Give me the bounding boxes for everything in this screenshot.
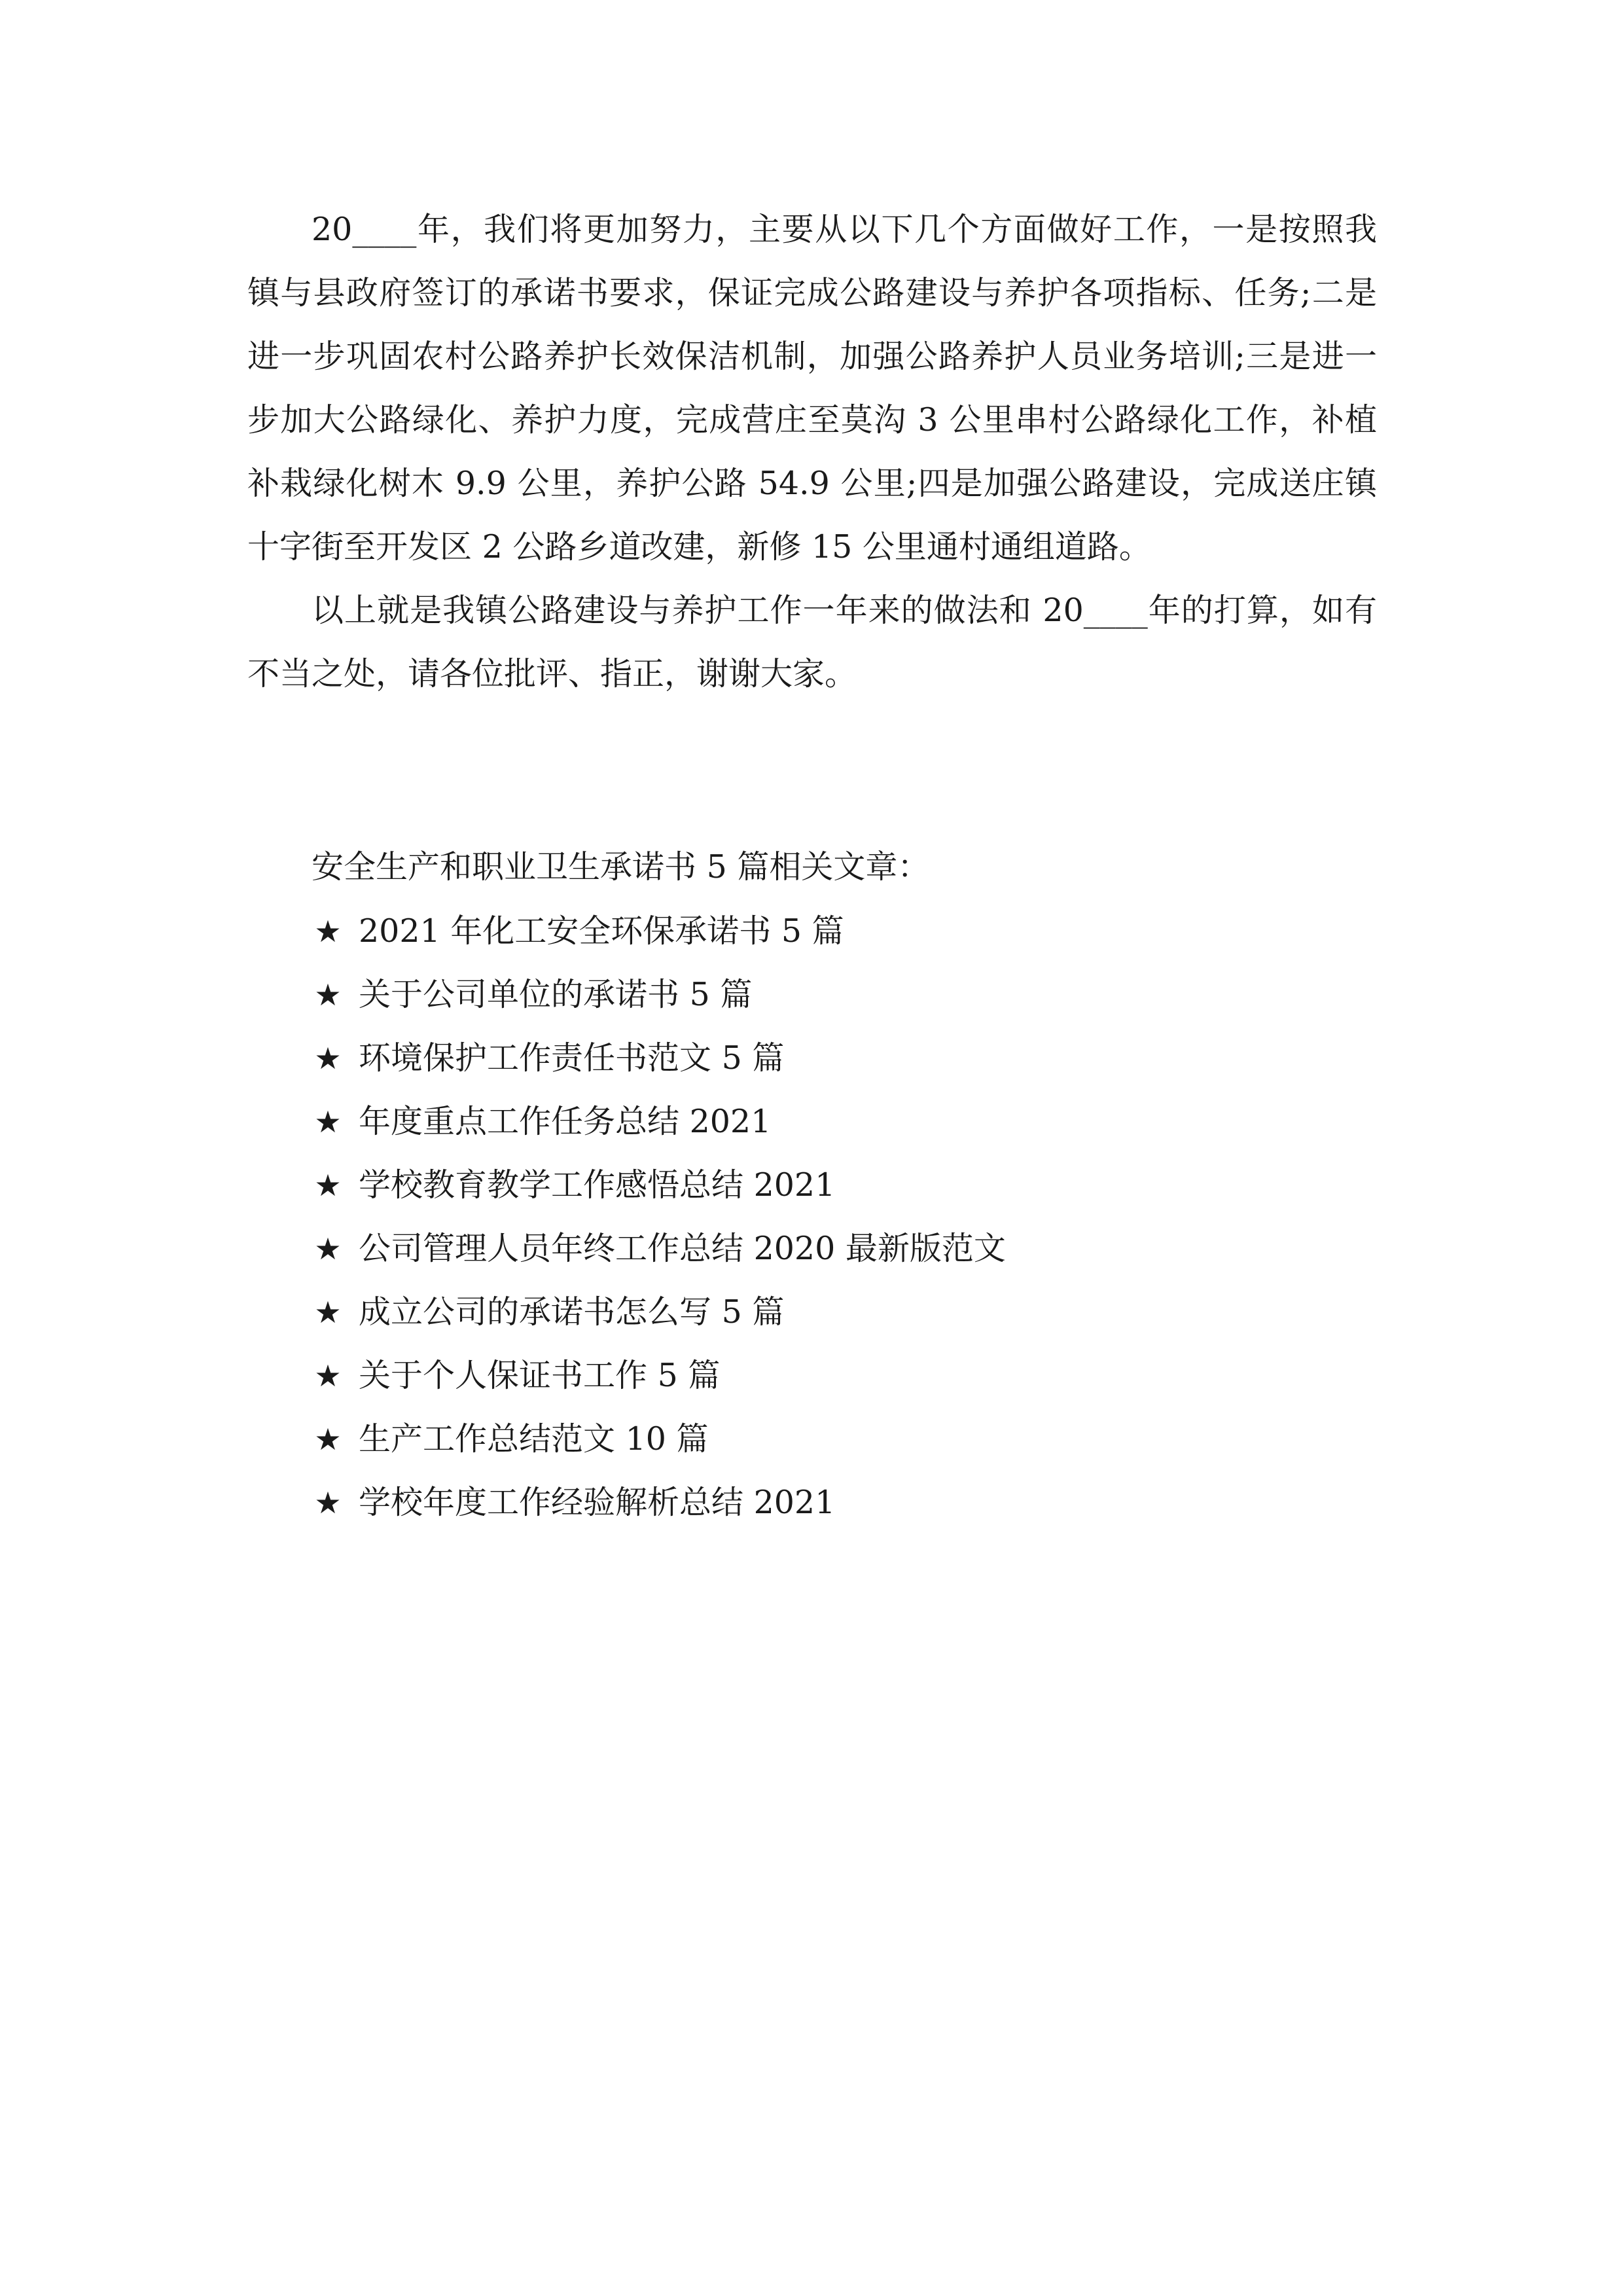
related-article-title: 学校教育教学工作感悟总结 2021 — [359, 1166, 836, 1204]
star-icon: ★ — [314, 1231, 342, 1266]
related-article-link[interactable] — [312, 1026, 1006, 1090]
related-article-link[interactable] — [312, 963, 1006, 1026]
related-article-title: 关于个人保证书工作 5 篇 — [359, 1357, 721, 1394]
related-article-title: 成立公司的承诺书怎么写 5 篇 — [359, 1293, 785, 1331]
star-icon: ★ — [314, 1041, 342, 1076]
body-text — [247, 198, 1377, 706]
related-articles-list — [312, 899, 1006, 1534]
related-article-title: 学校年度工作经验解析总结 2021 — [359, 1484, 836, 1521]
star-icon: ★ — [314, 1358, 342, 1393]
paragraph-work-plan: 20____年，我们将更加努力，主要从以下几个方面做好工作，一是按照我镇与县政府签订的承诺书要求，保证完成公路建设与养护各项指标、任务;二是进一步巩固农村公路养护长效保洁机制，加强公路养护人员业务培训;三是进一步加大公路绿化、养护力度，完成营庄至莫沟 3 公里串村公路绿化工作，补植补栽绿化树木 9.9 公里，养护公路 54.9 公里;四是加强公路建设，完成送庄镇十字街至开发区 2 公路乡道改建，新修 15 公里通村通组道路。 — [247, 211, 1377, 565]
related-article-link[interactable] — [312, 1407, 1006, 1471]
star-icon: ★ — [314, 977, 342, 1013]
related-article-link[interactable] — [312, 899, 1006, 963]
star-icon: ★ — [314, 1485, 342, 1520]
related-article-link[interactable] — [312, 1471, 1006, 1534]
related-article-link[interactable] — [312, 1153, 1006, 1217]
star-icon: ★ — [314, 1104, 342, 1139]
related-article-link[interactable] — [312, 1217, 1006, 1280]
related-article-link[interactable] — [312, 1090, 1006, 1153]
related-article-link[interactable] — [312, 1344, 1006, 1407]
related-articles-heading: 安全生产和职业卫生承诺书 5 篇相关文章： — [312, 848, 930, 886]
related-article-title: 公司管理人员年终工作总结 2020 最新版范文 — [359, 1230, 1006, 1267]
related-article-title: 生产工作总结范文 10 篇 — [359, 1420, 709, 1458]
star-icon: ★ — [314, 1295, 342, 1330]
related-article-title: 关于公司单位的承诺书 5 篇 — [359, 976, 753, 1013]
star-icon: ★ — [314, 914, 342, 949]
related-article-link[interactable] — [312, 1280, 1006, 1344]
related-article-title: 环境保护工作责任书范文 5 篇 — [359, 1039, 785, 1077]
related-article-title: 年度重点工作任务总结 2021 — [359, 1103, 772, 1140]
star-icon: ★ — [314, 1168, 342, 1203]
related-article-title: 2021 年化工安全环保承诺书 5 篇 — [359, 912, 844, 950]
star-icon: ★ — [314, 1422, 342, 1457]
paragraph-closing: 以上就是我镇公路建设与养护工作一年来的做法和 20____年的打算，如有不当之处，请各位批评、指正，谢谢大家。 — [247, 592, 1377, 692]
